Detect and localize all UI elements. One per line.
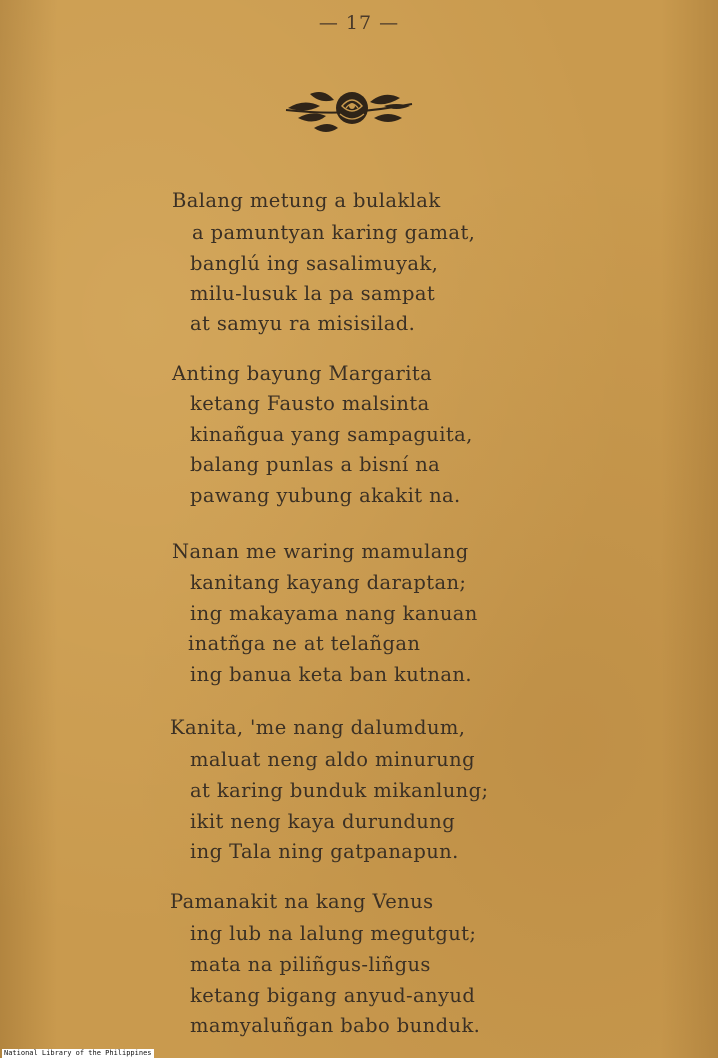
page-number: — 17 — bbox=[318, 12, 400, 34]
poem-line: a pamuntyan karing gamat, bbox=[192, 221, 476, 244]
poem-line: Kanita, 'me nang dalumdum, bbox=[170, 716, 466, 739]
poem-line: ketang bigang anyud-anyud bbox=[190, 984, 476, 1007]
poem-line: at samyu ra misisilad. bbox=[190, 312, 416, 335]
poem-line: ketang Fausto malsinta bbox=[190, 392, 430, 415]
poem-line: ing makayama nang kanuan bbox=[190, 602, 478, 625]
poem-line: maluat neng aldo minurung bbox=[190, 748, 475, 771]
rose-vignette-icon bbox=[284, 84, 414, 140]
poem-line: ing lub na lalung megutgut; bbox=[190, 922, 477, 945]
library-credit: National Library of the Philippines bbox=[4, 1049, 152, 1057]
poem-line: milu-lusuk la pa sampat bbox=[190, 282, 436, 305]
poem-line: Nanan me waring mamulang bbox=[172, 540, 469, 563]
poem-line: mamyaluñgan babo bunduk. bbox=[190, 1014, 481, 1037]
poem-line: kinañgua yang sampaguita, bbox=[190, 423, 473, 446]
poem-line: balang punlas a bisní na bbox=[190, 453, 441, 476]
poem-line: at karing bunduk mikanlung; bbox=[190, 779, 489, 802]
poem-line: Pamanakit na kang Venus bbox=[170, 890, 434, 913]
poem-line: ikit neng kaya durundung bbox=[190, 810, 456, 833]
poem-line: mata na piliñgus-liñgus bbox=[190, 953, 431, 976]
poem-line: kanitang kayang daraptan; bbox=[190, 571, 467, 594]
poem-line: banglú ing sasalimuyak, bbox=[190, 252, 439, 275]
poem-line: pawang yubung akakit na. bbox=[190, 484, 461, 507]
poem-line: ing Tala ning gatpanapun. bbox=[190, 840, 459, 863]
poem-line: Balang metung a bulaklak bbox=[172, 189, 441, 212]
poem-line: Anting bayung Margarita bbox=[172, 362, 433, 385]
poem-line: inatñga ne at telañgan bbox=[188, 632, 421, 655]
poem-line: ing banua keta ban kutnan. bbox=[190, 663, 472, 686]
